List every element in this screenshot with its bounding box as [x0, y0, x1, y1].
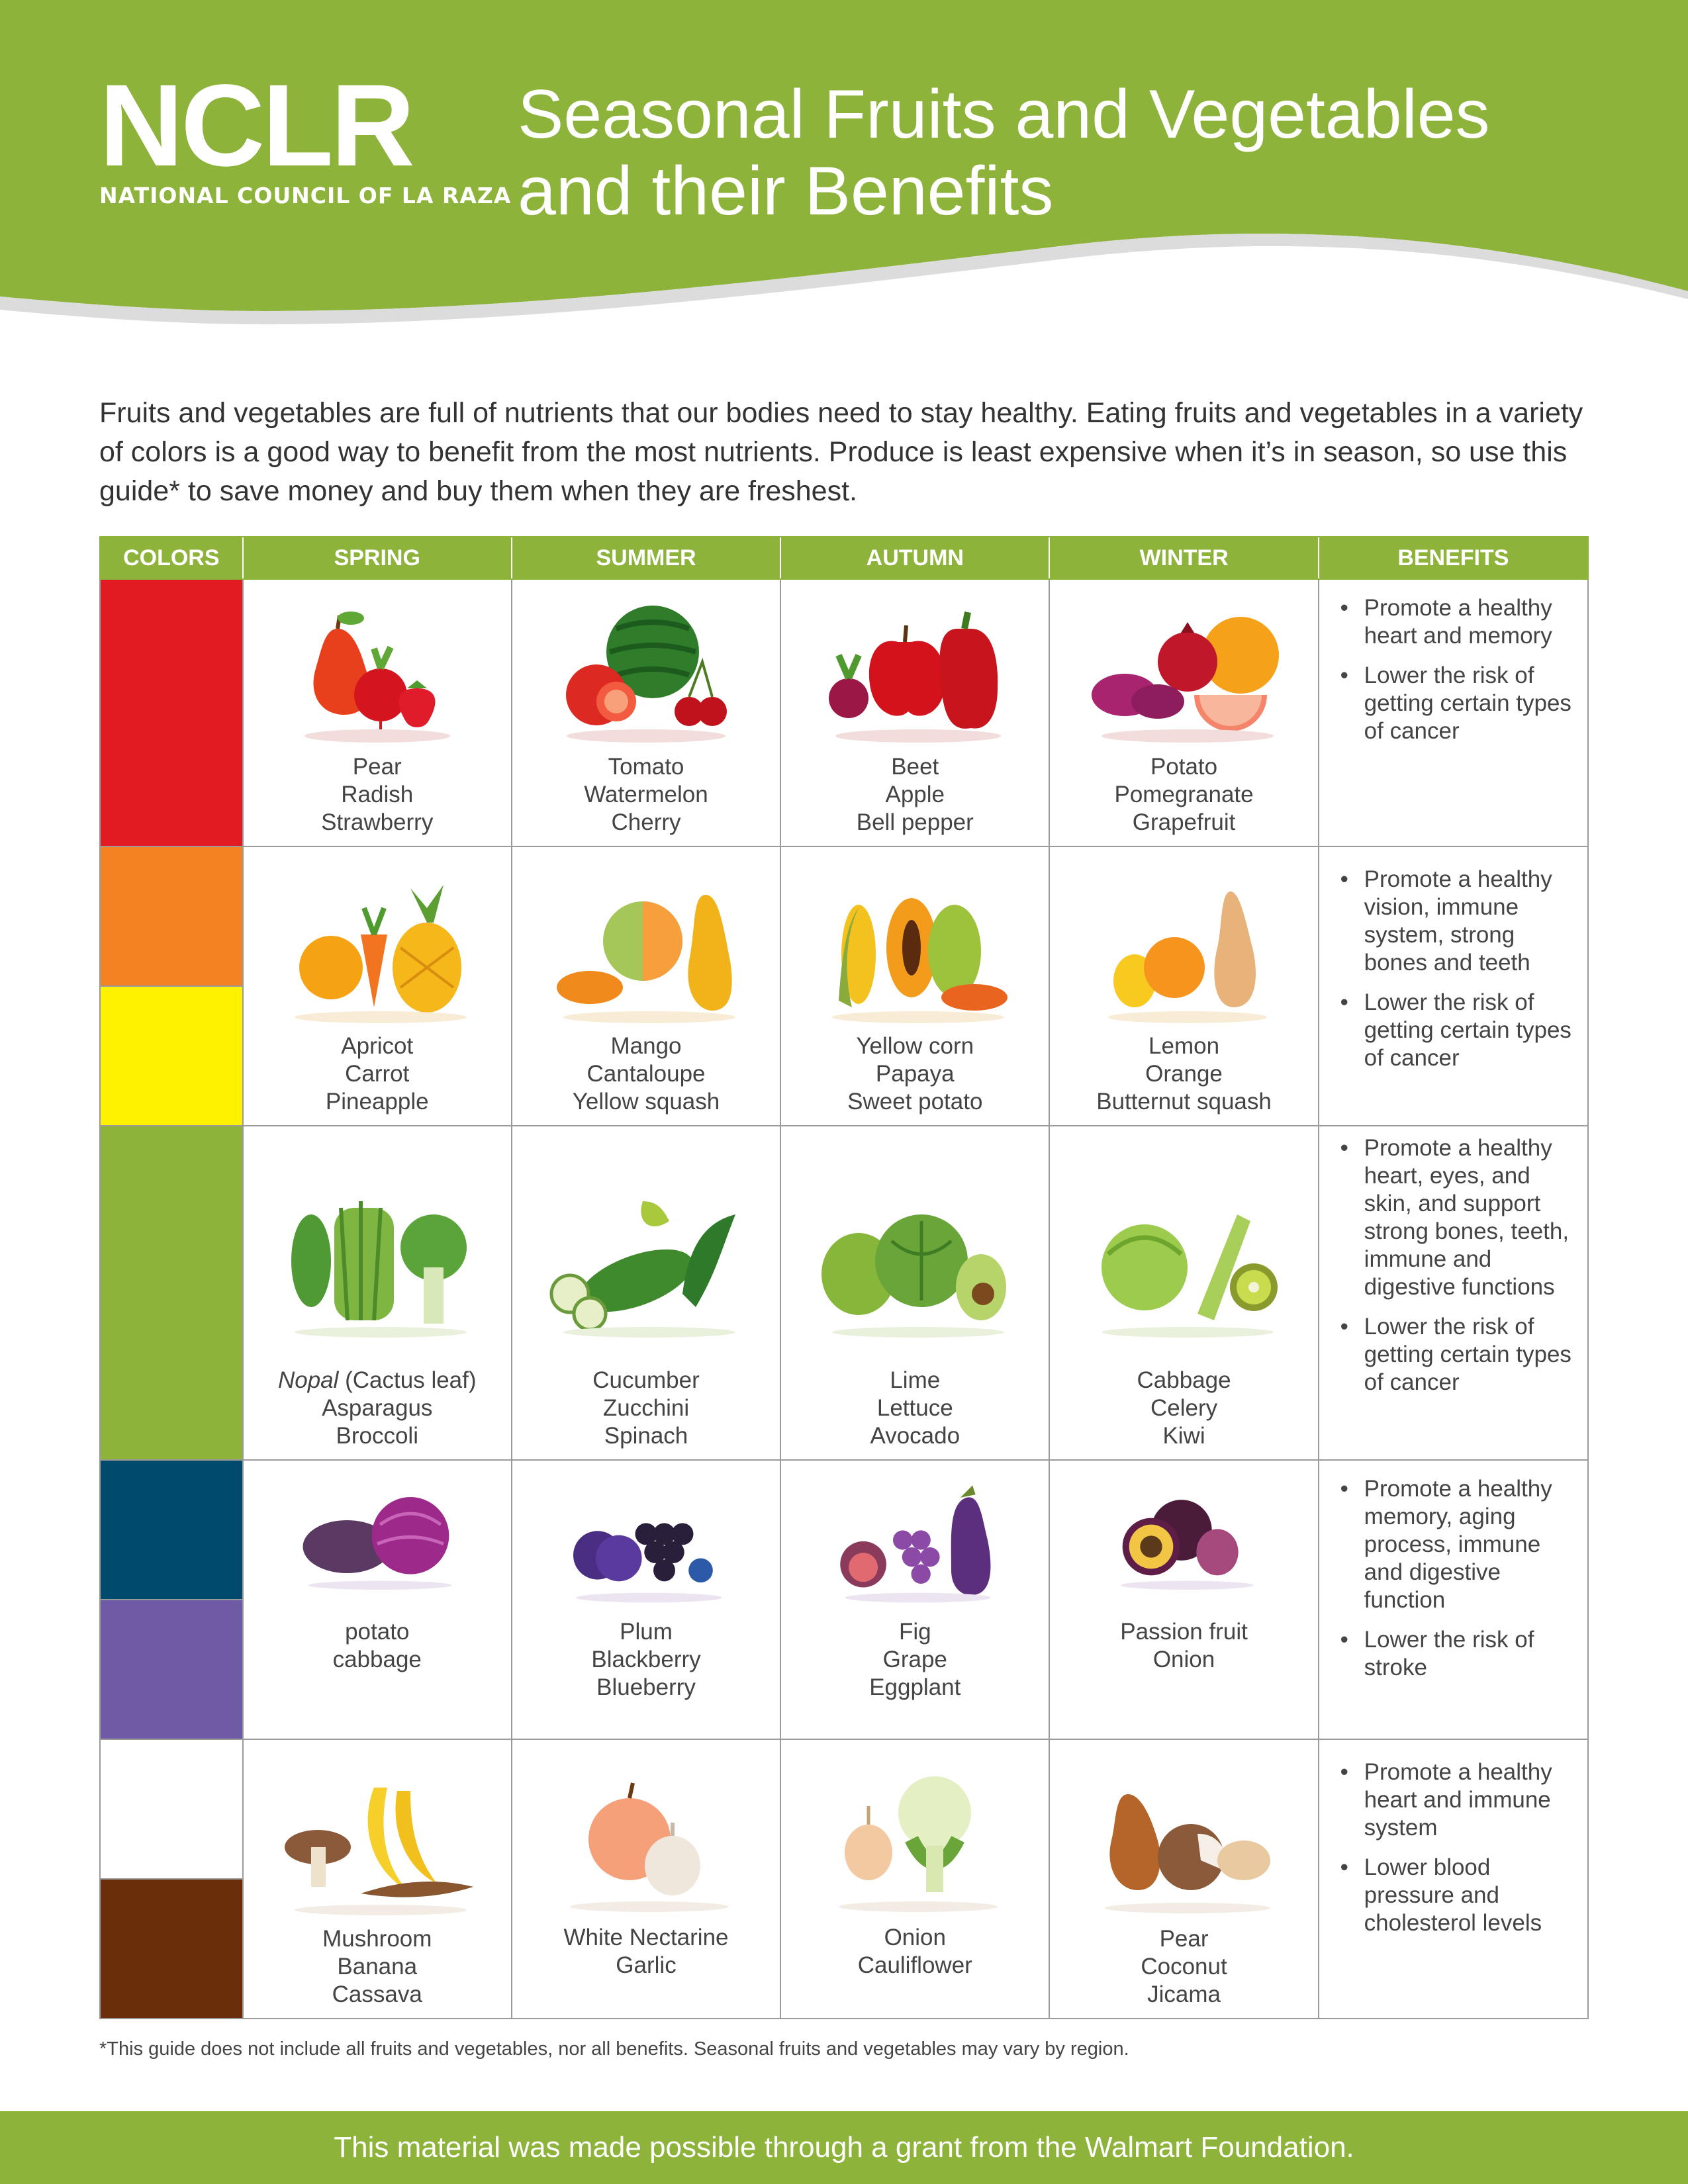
header-winter: WINTER	[1050, 537, 1319, 578]
produce-item: Beet	[891, 754, 939, 780]
produce-item: Pear	[1159, 1926, 1209, 1952]
produce-item: Cucumber	[592, 1367, 700, 1393]
benefit-item: • Promote a healthy heart, eyes, and skin, and support strong bones, teeth, immune and digestive functions	[1339, 1134, 1581, 1301]
mango-cantaloupe-squash-illustration	[543, 868, 749, 1027]
footer-banner	[0, 2111, 1688, 2184]
produce-item: Mushroom	[322, 1926, 432, 1952]
produce-item: Blueberry	[596, 1674, 696, 1700]
benefits-cell	[1319, 1461, 1587, 1739]
cell-winter	[1050, 1126, 1319, 1459]
logo-subtitle: NATIONAL COUNCIL OF LA RAZA	[99, 183, 512, 208]
benefit-item: • Lower the risk of stroke	[1339, 1626, 1581, 1682]
produce-item: Sweet potato	[847, 1089, 983, 1115]
produce-item: Pineapple	[325, 1089, 429, 1115]
produce-item: Plum	[620, 1619, 673, 1645]
color-swatches	[101, 1461, 244, 1739]
color-swatches	[101, 1126, 244, 1459]
benefit-item: • Promote a healthy heart and immune system	[1339, 1758, 1581, 1842]
produce-item: Mango	[610, 1033, 682, 1059]
produce-list	[1137, 1367, 1231, 1450]
benefit-item: • Lower the risk of getting certain types of cancer	[1339, 662, 1581, 745]
produce-list	[857, 753, 974, 837]
produce-item: Apricot	[341, 1033, 414, 1059]
cell-autumn	[781, 1126, 1050, 1459]
produce-item: Potato	[1150, 754, 1218, 780]
nectarine-garlic-illustration	[543, 1760, 749, 1919]
produce-item: Cantaloupe	[586, 1061, 706, 1087]
cell-spring	[244, 1461, 512, 1739]
produce-list	[847, 1032, 982, 1116]
produce-item: Lime	[890, 1367, 941, 1393]
apricot-carrot-pineapple-illustration	[275, 868, 480, 1027]
benefits-cell	[1319, 1740, 1587, 2018]
table-header-row	[99, 536, 1589, 580]
produce-list	[591, 1618, 700, 1702]
corn-papaya-sweetpotato-illustration	[812, 868, 1017, 1027]
swatch-brown	[101, 1880, 242, 2018]
produce-suffix: (Cactus leaf)	[338, 1367, 477, 1393]
produce-item: Lemon	[1149, 1033, 1220, 1059]
produce-item: Passion fruit	[1120, 1619, 1248, 1645]
produce-item: Cauliflower	[857, 1952, 972, 1978]
produce-item: Pear	[352, 754, 402, 780]
produce-item: Fig	[898, 1619, 931, 1645]
produce-list	[870, 1367, 960, 1450]
nclr-logo	[99, 61, 512, 208]
cell-autumn	[781, 1461, 1050, 1739]
produce-item: Eggplant	[869, 1674, 961, 1700]
header-summer: SUMMER	[512, 537, 781, 578]
swatch-blue	[101, 1461, 242, 1600]
benefit-item: • Lower the risk of getting certain types of cancer	[1339, 1313, 1581, 1396]
title-line-2: and their Benefits	[518, 153, 1054, 230]
produce-item: Celery	[1150, 1395, 1218, 1421]
intro-paragraph: Fruits and vegetables are full of nutrients that our bodies need to stay healthy. Eating fruits and vegetables in a variety of colors is a good way to benefit from the most nutrients. Produce is least expensive when it’s in season, so use this guide* to save money and buy them when they are freshest.	[99, 397, 1583, 507]
produce-list	[858, 1924, 972, 1979]
lime-lettuce-avocado-illustration	[812, 1181, 1017, 1340]
benefit-item: • Promote a healthy vision, immune system, strong bones and teeth	[1339, 866, 1581, 977]
benefit-item: • Promote a healthy heart and memory	[1339, 594, 1581, 650]
swatch-yellow	[101, 987, 242, 1125]
produce-list	[321, 753, 433, 837]
produce-list	[584, 753, 708, 837]
produce-item: Zucchini	[602, 1395, 690, 1421]
cell-spring	[244, 580, 512, 846]
produce-item: Yellow corn	[856, 1033, 974, 1059]
potato-cabbage-illustration	[275, 1480, 480, 1613]
swatch-orange	[101, 847, 242, 987]
produce-list	[1096, 1032, 1272, 1116]
cell-autumn	[781, 847, 1050, 1125]
mushroom-banana-cassava-illustration	[275, 1761, 480, 1920]
produce-italic: Nopal	[277, 1367, 339, 1393]
cell-winter	[1050, 1740, 1319, 2018]
produce-list	[278, 1367, 477, 1450]
benefits-cell	[1319, 847, 1587, 1125]
table-row-green	[99, 1126, 1589, 1461]
cabbage-celery-kiwi-illustration	[1082, 1181, 1287, 1340]
produce-list	[333, 1618, 422, 1674]
produce-list	[1120, 1618, 1248, 1674]
produce-item: Kiwi	[1162, 1423, 1205, 1449]
lemon-orange-butternut-illustration	[1082, 868, 1287, 1027]
cell-summer	[512, 847, 781, 1125]
swatch-green	[101, 1126, 242, 1459]
produce-item: Broccoli	[336, 1423, 418, 1449]
cell-autumn	[781, 1740, 1050, 2018]
logo-wordmark: NCLR	[99, 61, 412, 191]
produce-item: Radish	[341, 782, 414, 807]
produce-item: Grapefruit	[1132, 809, 1236, 835]
cell-summer	[512, 1461, 781, 1739]
benefit-item: • Lower the risk of getting certain types of cancer	[1339, 989, 1581, 1072]
produce-item: Grape	[882, 1647, 947, 1672]
swatch-white	[101, 1740, 242, 1880]
color-swatches	[101, 1740, 244, 2018]
beet-apple-bellpepper-illustration	[812, 589, 1017, 748]
produce-item: Papaya	[875, 1061, 955, 1087]
footer-text: This material was made possible through a grant from the Walmart Foundation.	[334, 2131, 1354, 2163]
produce-item: Asparagus	[322, 1395, 433, 1421]
produce-item: Cabbage	[1137, 1367, 1231, 1393]
swatch-red	[101, 580, 242, 846]
benefits-cell	[1319, 580, 1587, 846]
cell-summer	[512, 1126, 781, 1459]
produce-item: White Nectarine	[563, 1925, 729, 1950]
produce-item: Yellow squash	[572, 1089, 720, 1115]
produce-item: Jicama	[1147, 1981, 1221, 2007]
pear-coconut-jicama-illustration	[1082, 1761, 1287, 1920]
header-colors: COLORS	[101, 537, 244, 578]
produce-item: cabbage	[332, 1647, 422, 1672]
nopal-asparagus-broccoli-illustration	[275, 1181, 480, 1340]
cell-winter	[1050, 1461, 1319, 1739]
table-row-blue-purple	[99, 1461, 1589, 1740]
cucumber-zucchini-spinach-illustration	[543, 1181, 749, 1340]
produce-item: Butternut squash	[1096, 1089, 1272, 1115]
produce-item: Garlic	[616, 1952, 677, 1978]
page-title	[518, 76, 1490, 230]
produce-item: Cherry	[611, 809, 681, 835]
produce-item: Watermelon	[584, 782, 708, 807]
footnote: *This guide does not include all fruits and vegetables, nor all benefits. Seasonal fruits and vegetables may vary by region.	[99, 2038, 1129, 2060]
produce-item: Pomegranate	[1114, 782, 1254, 807]
produce-list	[573, 1032, 720, 1116]
header-benefits: BENEFITS	[1397, 545, 1509, 570]
cell-winter	[1050, 580, 1319, 846]
cell-summer	[512, 1740, 781, 2018]
cell-spring	[244, 1126, 512, 1459]
produce-item: Cassava	[332, 1981, 422, 2007]
produce-item	[278, 1367, 477, 1394]
table-row-red	[99, 580, 1589, 847]
header-banner	[0, 0, 1688, 344]
header-autumn: AUTUMN	[781, 537, 1050, 578]
produce-item: potato	[345, 1619, 410, 1645]
table-row-orange-yellow	[99, 847, 1589, 1126]
produce-item: Coconut	[1141, 1954, 1227, 1979]
benefits-cell	[1319, 1126, 1587, 1459]
produce-list	[564, 1924, 729, 1979]
title-line-1: Seasonal Fruits and Vegetables	[518, 76, 1490, 153]
produce-item: Strawberry	[321, 809, 434, 835]
produce-list	[322, 1925, 432, 2009]
tomato-watermelon-cherry-illustration	[543, 589, 749, 748]
fig-grape-eggplant-illustration	[812, 1467, 1017, 1613]
produce-item: Avocado	[870, 1423, 961, 1449]
passionfruit-onion-illustration	[1082, 1480, 1287, 1613]
cell-summer	[512, 580, 781, 846]
produce-list	[592, 1367, 699, 1450]
produce-list	[326, 1032, 429, 1116]
color-swatches	[101, 580, 244, 846]
header-spring: SPRING	[244, 537, 512, 578]
benefit-item: • Promote a healthy memory, aging process, immune and digestive function	[1339, 1475, 1581, 1614]
cell-autumn	[781, 580, 1050, 846]
produce-item: Carrot	[345, 1061, 410, 1087]
produce-item: Banana	[337, 1954, 418, 1979]
cell-spring	[244, 847, 512, 1125]
produce-item: Blackberry	[591, 1647, 701, 1672]
produce-list	[1141, 1925, 1227, 2009]
produce-item: Apple	[885, 782, 945, 807]
potato-pomegranate-grapefruit-illustration	[1082, 589, 1287, 748]
produce-item: Spinach	[604, 1423, 688, 1449]
produce-item: Orange	[1145, 1061, 1223, 1087]
benefit-item: • Lower blood pressure and cholesterol levels	[1339, 1854, 1581, 1937]
cell-winter	[1050, 847, 1319, 1125]
produce-item: Onion	[884, 1925, 946, 1950]
swatch-purple	[101, 1600, 242, 1739]
color-swatches	[101, 847, 244, 1125]
produce-item: Bell pepper	[856, 809, 974, 835]
produce-item: Tomato	[608, 754, 684, 780]
seasonal-table	[99, 536, 1589, 2019]
cell-spring	[244, 1740, 512, 2018]
produce-item: Onion	[1152, 1647, 1215, 1672]
plum-blackberry-blueberry-illustration	[543, 1467, 749, 1613]
onion-cauliflower-illustration	[812, 1760, 1017, 1919]
produce-list	[869, 1618, 961, 1702]
table-row-white-brown	[99, 1740, 1589, 2019]
produce-list	[1114, 753, 1253, 837]
produce-item: Lettuce	[876, 1395, 953, 1421]
pear-radish-strawberry-illustration	[275, 589, 480, 748]
